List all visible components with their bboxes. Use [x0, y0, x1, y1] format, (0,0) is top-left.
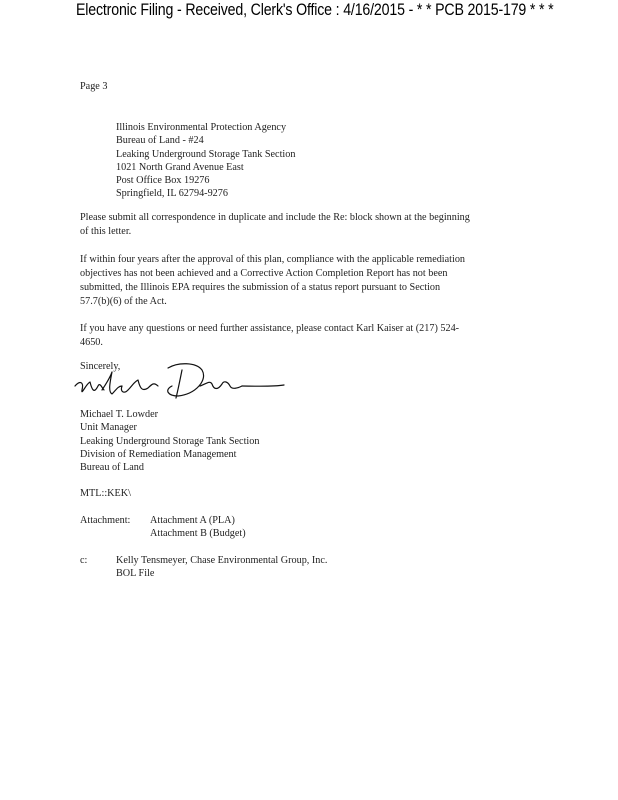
signature-block [80, 408, 259, 474]
signer-bureau: Bureau of Land [80, 462, 144, 474]
address-line: Post Office Box 19276 [116, 175, 210, 187]
page-label: Page 3 [80, 81, 108, 92]
paragraph-line: If you have any questions or need further assistance, please contact Karl Kaiser at (217) 524- [80, 323, 460, 334]
signer-name: Michael T. Lowder [80, 409, 158, 420]
paragraph-submission [80, 211, 550, 239]
address-line: Springfield, IL 62794-9276 [116, 188, 228, 200]
signer-title: Unit Manager [80, 422, 137, 434]
paragraph-line: of this letter. [80, 226, 132, 237]
address-line: Leaking Underground Storage Tank Section [116, 148, 296, 160]
address-line: 1021 North Grand Avenue East [116, 161, 244, 173]
filing-stamp: Electronic Filing - Received, Clerk's Office : 4/16/2015 - * * PCB 2015-179 * * * [76, 1, 554, 19]
closing: Sincerely, [80, 361, 121, 372]
address-line: Bureau of Land - #24 [116, 135, 204, 147]
attachment-item: Attachment A (PLA) [150, 515, 235, 526]
paragraph-line: If within four years after the approval of this plan, compliance with the applicable remediation [80, 254, 466, 265]
paragraph-line: 4650. [80, 337, 103, 348]
address-line: Illinois Environmental Protection Agency [116, 122, 287, 133]
initials: MTL::KEK\ [80, 488, 131, 499]
signer-division: Division of Remediation Management [80, 448, 237, 460]
attachment-item: Attachment B (Budget) [150, 528, 246, 539]
cc-label: c: [80, 555, 88, 566]
paragraph-line: objectives has not been achieved and a Corrective Action Completion Report has not been [80, 268, 448, 279]
cc-item: Kelly Tensmeyer, Chase Environmental Group, Inc. [116, 555, 328, 566]
paragraph-line: submitted, the Illinois EPA requires the submission of a status report pursuant to Section [80, 282, 441, 293]
paragraph-status-report [80, 253, 550, 309]
paragraph-contact [80, 322, 550, 350]
attachment-label: Attachment: [80, 515, 131, 526]
address-block [116, 121, 295, 201]
paragraph-line: 57.7(b)(6) of the Act. [80, 296, 167, 307]
paragraph-line: Please submit all correspondence in duplicate and include the Re: block shown at the beginning [80, 212, 470, 223]
cc-item: BOL File [116, 568, 155, 579]
signer-section: Leaking Underground Storage Tank Section [80, 435, 260, 447]
handwritten-signature [72, 360, 287, 412]
